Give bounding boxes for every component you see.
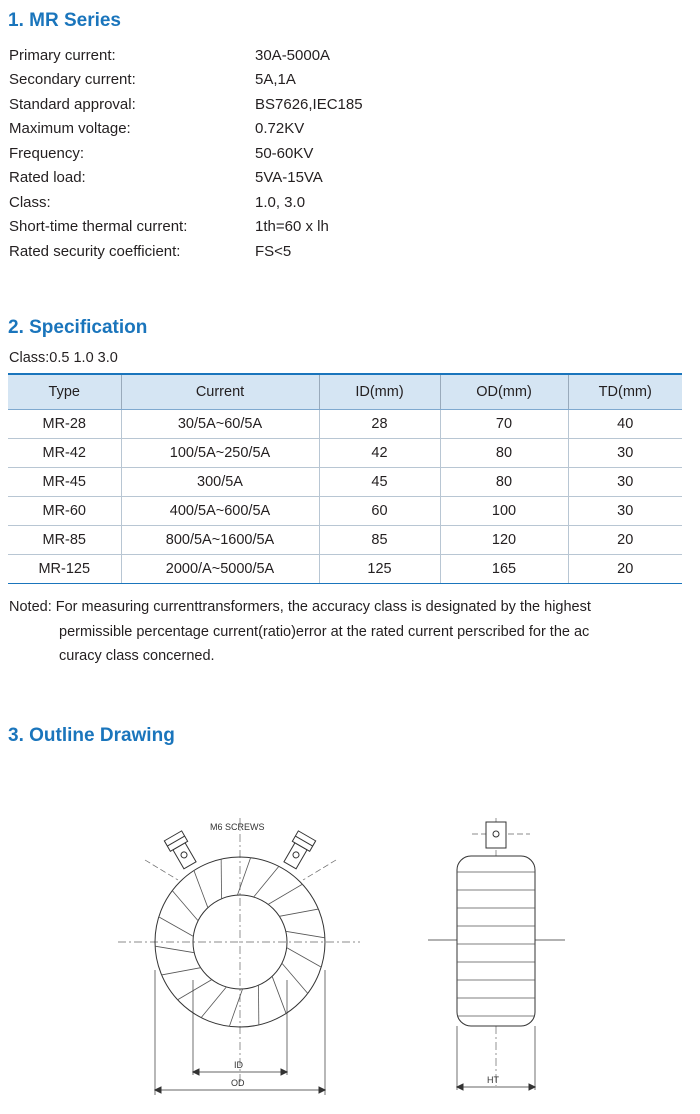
- table-cell: 20: [568, 526, 682, 555]
- spec-label: Short-time thermal current:: [9, 218, 188, 236]
- winding-line: [162, 968, 201, 975]
- spec-row: [9, 215, 509, 240]
- table-cell: 100: [440, 497, 568, 526]
- spec-label: Standard approval:: [9, 95, 136, 113]
- table-cell: 85: [319, 526, 440, 555]
- table-cell: 800/5A~1600/5A: [121, 526, 319, 555]
- winding-line: [159, 917, 194, 936]
- table-cell: 42: [319, 439, 440, 468]
- table-cell: 28: [319, 410, 440, 439]
- winding-line: [201, 987, 226, 1018]
- winding-line: [268, 884, 302, 904]
- core-side-profile: [457, 856, 535, 1026]
- spec-row: [9, 68, 509, 93]
- winding-line: [286, 931, 325, 938]
- section-2-title: 2. Specification: [8, 317, 148, 338]
- table-cell: 20: [568, 555, 682, 584]
- table-cell: MR-45: [8, 468, 121, 497]
- table-cell: 70: [440, 410, 568, 439]
- winding-line: [172, 891, 198, 921]
- table-cell: 30: [568, 439, 682, 468]
- table-cell: MR-125: [8, 555, 121, 584]
- section-3-title: 3. Outline Drawing: [8, 725, 175, 746]
- spec-label: Primary current:: [9, 46, 116, 64]
- left-screw-terminal: [164, 831, 198, 870]
- table-cell: MR-85: [8, 526, 121, 555]
- note-line-2: permissible percentage current(ratio)error at the rated current perscribed for the ac: [59, 623, 590, 640]
- spec-label: Class:: [9, 193, 51, 211]
- class-line: Class:0.5 1.0 3.0: [9, 350, 118, 366]
- table-cell: 30: [568, 468, 682, 497]
- winding-line: [237, 858, 250, 895]
- table-cell: 30: [568, 497, 682, 526]
- table-row: [8, 526, 682, 555]
- table-cell: MR-28: [8, 410, 121, 439]
- od-dimension-label: OD: [231, 1078, 245, 1088]
- table-cell: 80: [440, 439, 568, 468]
- specification-table: [8, 373, 682, 584]
- id-dimension-label: ID: [234, 1060, 243, 1070]
- winding-line: [178, 980, 212, 1000]
- winding-line: [272, 976, 286, 1013]
- table-cell: MR-42: [8, 439, 121, 468]
- winding-line: [282, 963, 308, 993]
- winding-line: [287, 948, 322, 967]
- spec-value: 50-60KV: [255, 144, 314, 162]
- outline-drawing: [0, 800, 700, 1100]
- front-view: [118, 818, 360, 1095]
- table-row: [8, 410, 682, 439]
- side-view: [428, 818, 565, 1090]
- table-row: [8, 497, 682, 526]
- column-header-current: Current: [121, 374, 319, 410]
- spec-label: Rated security coefficient:: [9, 242, 181, 260]
- spec-value: 0.72KV: [255, 120, 305, 138]
- spec-row: [9, 117, 509, 142]
- column-header-td: TD(mm): [568, 374, 682, 410]
- table-cell: 120: [440, 526, 568, 555]
- table-cell: 400/5A~600/5A: [121, 497, 319, 526]
- spec-row: [9, 239, 509, 264]
- column-header-id: ID(mm): [319, 374, 440, 410]
- table-row: [8, 439, 682, 468]
- spec-row: [9, 92, 509, 117]
- table-cell: MR-60: [8, 497, 121, 526]
- table-cell: 2000/A~5000/5A: [121, 555, 319, 584]
- table-cell: 125: [319, 555, 440, 584]
- spec-label: Maximum voltage:: [9, 120, 131, 138]
- spec-row: [9, 190, 509, 215]
- spec-value: 5VA-15VA: [255, 169, 323, 187]
- spec-row: [9, 141, 509, 166]
- column-header-od: OD(mm): [440, 374, 568, 410]
- table-cell: 40: [568, 410, 682, 439]
- winding-line: [155, 946, 194, 953]
- table-cell: 45: [319, 468, 440, 497]
- spec-list: [9, 43, 509, 264]
- note-label: Noted:: [9, 599, 52, 615]
- winding-line: [279, 909, 318, 916]
- table-cell: 80: [440, 468, 568, 497]
- right-screw-terminal: [281, 831, 315, 870]
- section-1-title: 1. MR Series: [8, 10, 121, 31]
- table-cell: 165: [440, 555, 568, 584]
- spec-value: BS7626,IEC185: [255, 95, 363, 113]
- table-cell: 100/5A~250/5A: [121, 439, 319, 468]
- spec-value: 1.0, 3.0: [255, 193, 306, 211]
- note-paragraph: [9, 595, 694, 669]
- table-header-row: [8, 374, 682, 410]
- spec-label: Secondary current:: [9, 71, 136, 89]
- table-cell: 30/5A~60/5A: [121, 410, 319, 439]
- table-row: [8, 555, 682, 584]
- table-cell: 60: [319, 497, 440, 526]
- spec-label: Rated load:: [9, 169, 86, 187]
- note-line-3: curacy class concerned.: [59, 648, 215, 664]
- spec-row: [9, 166, 509, 191]
- spec-value: 5A,1A: [255, 71, 296, 89]
- note-line-1: For measuring currenttransformers, the accuracy class is designated by the highest: [55, 599, 591, 615]
- table-cell: 300/5A: [121, 468, 319, 497]
- spec-value: 1th=60 x lh: [255, 218, 329, 236]
- table-row: [8, 468, 682, 497]
- column-header-type: Type: [8, 374, 121, 410]
- winding-line: [194, 871, 208, 908]
- spec-value: 30A-5000A: [255, 46, 331, 64]
- spec-value: FS<5: [255, 242, 292, 260]
- ht-dimension-label: HT: [487, 1075, 499, 1085]
- winding-line: [254, 866, 279, 897]
- winding-line: [229, 989, 242, 1026]
- spec-label: Frequency:: [9, 144, 85, 162]
- spec-row: [9, 43, 509, 68]
- screws-label: M6 SCREWS: [210, 822, 265, 832]
